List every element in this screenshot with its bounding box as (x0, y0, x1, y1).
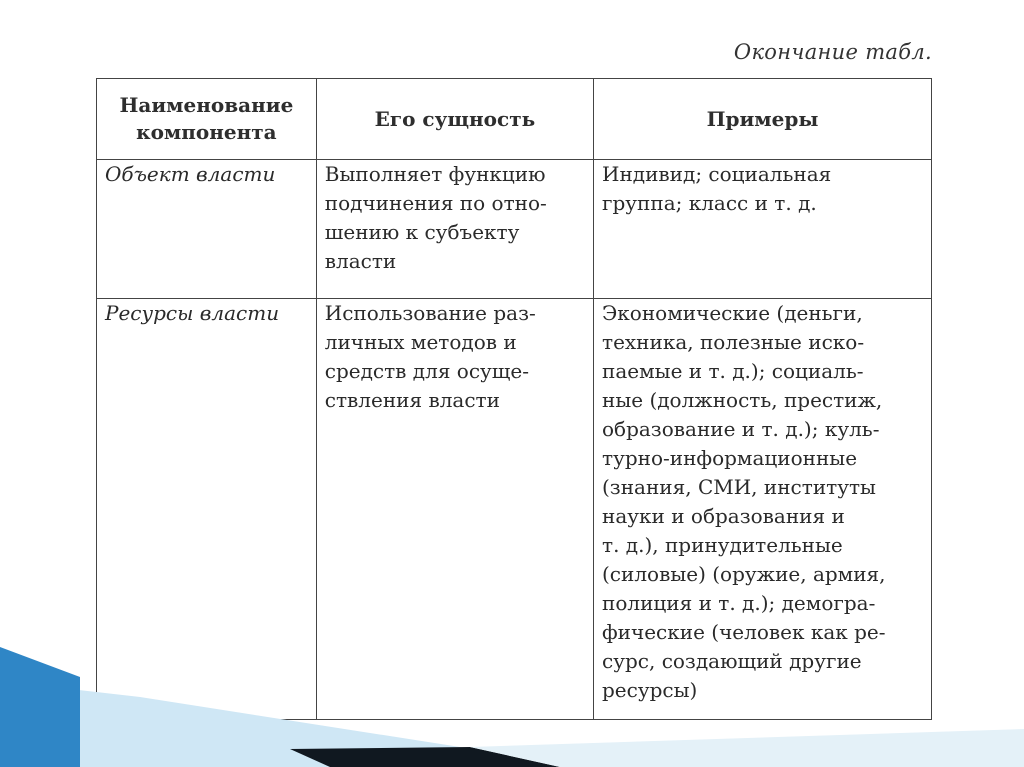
row-name-cell: Объект власти (97, 160, 317, 299)
components-table (96, 78, 932, 720)
row-essence-cell: Использование раз- личных методов и средств для осуще- ствления власти (316, 299, 593, 720)
deco-blue-band (0, 647, 80, 767)
row-examples-cell: Экономические (деньги, техника, полезные иско- паемые и т. д.); социаль- ные (должность, престиж, образование и т. д.); куль- турно-информационные (знания, СМИ, институты науки и образования и т. д.), принудительные (силовые) (оружие, армия, полиция и т. д.); демогра- фические (человек как ре- сурс, создающий другие ресурсы) (594, 299, 932, 720)
table-row (97, 160, 932, 299)
header-essence: Его сущность (316, 79, 593, 160)
deco-right-light (470, 729, 1024, 767)
table-caption: Окончание табл. (733, 40, 932, 64)
header-component-name: Наименование компонента (97, 79, 317, 160)
row-name-cell: Ресурсы власти (97, 299, 317, 720)
row-examples-cell: Индивид; социальная группа; класс и т. д. (594, 160, 932, 299)
table-header-row (97, 79, 932, 160)
deco-dark-band (290, 747, 560, 767)
row-essence-cell: Выполняет функцию подчинения по отно- шению к субъекту власти (316, 160, 593, 299)
table-row (97, 299, 932, 720)
header-examples: Примеры (594, 79, 932, 160)
